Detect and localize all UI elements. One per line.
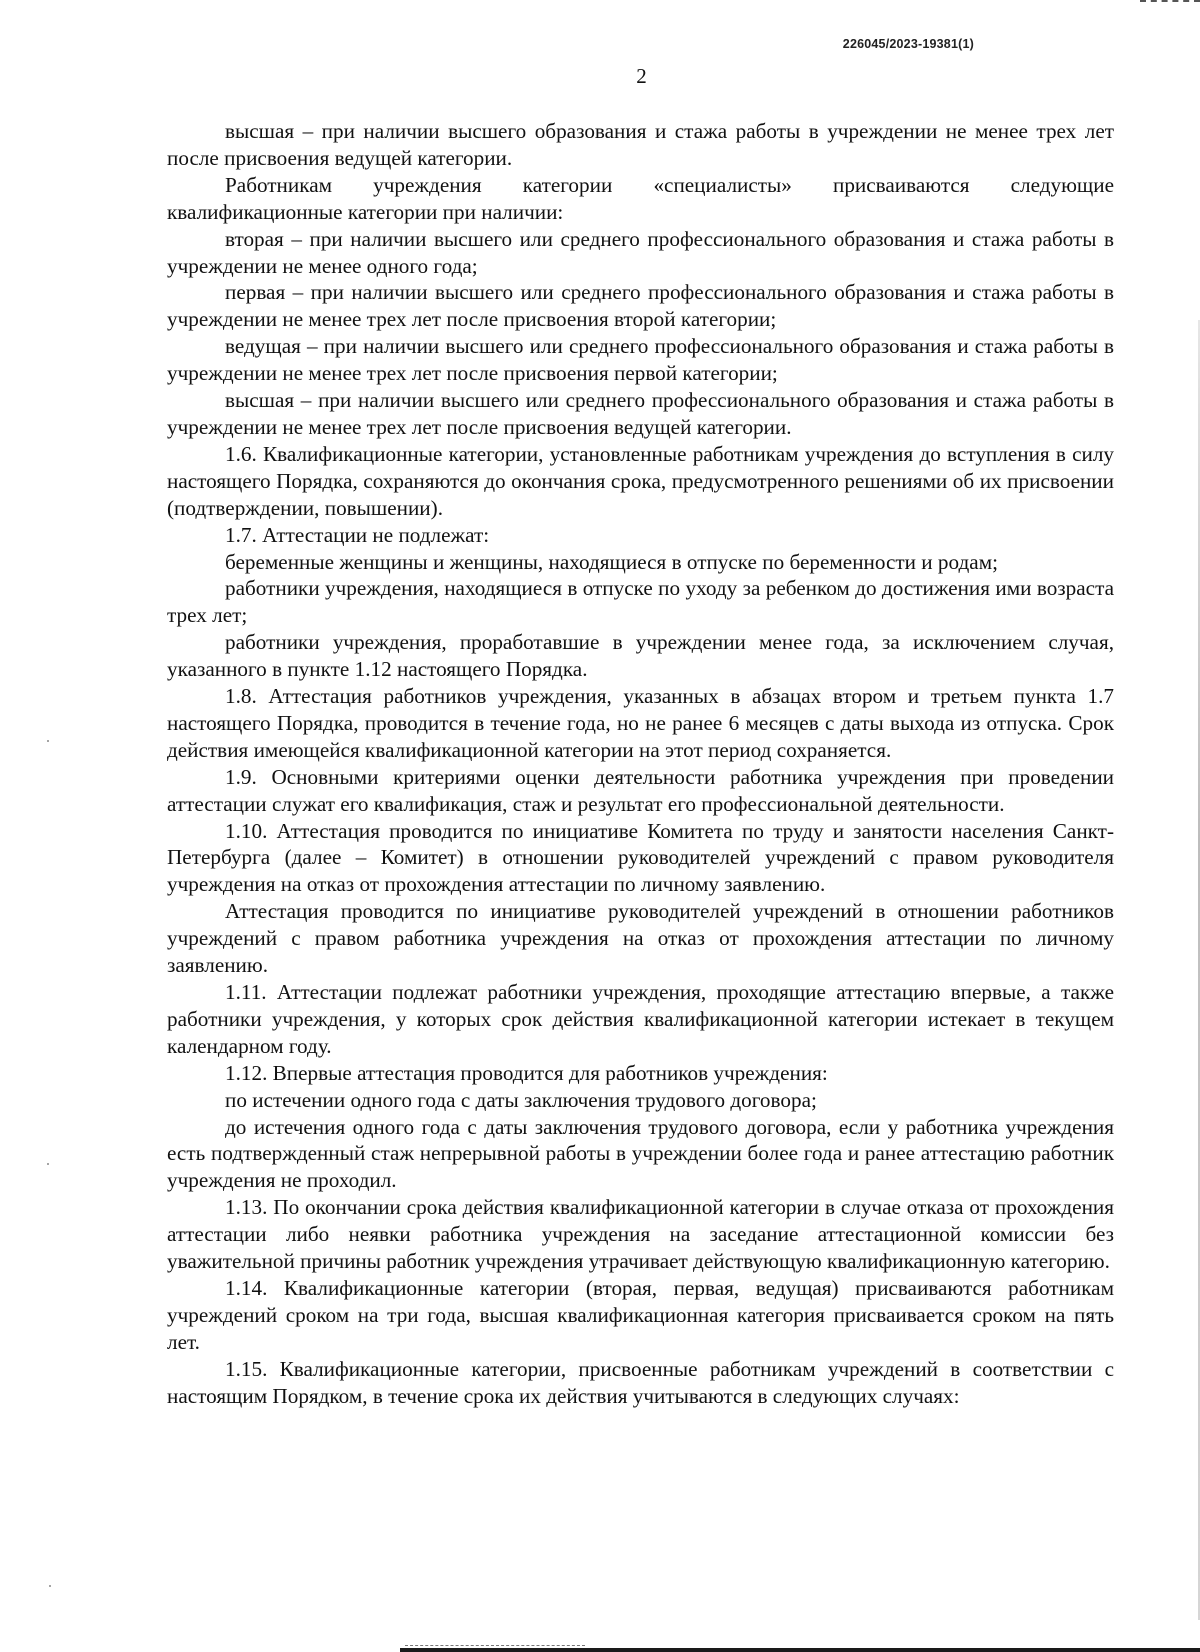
document-registration-number: 226045/2023-19381(1) (842, 37, 974, 51)
clause-1-12-item-before-year: до истечения одного года с даты заключения трудового договора, если у работника учреждения есть подтвержденный стаж непрерывной работы в учреждении более года и ранее аттестацию работник учреждения не проходил. (167, 1114, 1114, 1193)
paragraph-specialists-second: вторая – при наличии высшего или среднего профессионального образования и стажа работы в учреждении не менее одного года; (167, 226, 1114, 278)
paragraph-specialists-higher: высшая – при наличии высшего или среднего профессионального образования и стажа работы в учреждении не менее трех лет после присвоения ведущей категории. (167, 388, 1114, 439)
paragraph-higher-category-leading: высшая – при наличии высшего образования и стажа работы в учреждении не менее трех лет после присвоения ведущей категории. (167, 119, 1114, 170)
clause-1-6: 1.6. Квалификационные категории, установленные работникам учреждения до вступления в силу настоящего Порядка, сохраняются до окончания срока, предусмотренного решениями об их присвоении (подтверждении, повышении). (167, 441, 1114, 520)
scan-artifact-bottom-edge (400, 1648, 1200, 1652)
clause-1-10-continued: Аттестация проводится по инициативе руководителей учреждений в отношении работников учреждений с правом работника учреждения на отказ от прохождения аттестации по личному заявлению. (167, 899, 1114, 978)
scan-artifact-bottom-dash (405, 1645, 585, 1647)
scan-artifact-corner (1140, 0, 1200, 5)
clause-1-7-item-pregnant: беременные женщины и женщины, находящиеся в отпуске по беременности и родам; (225, 549, 998, 574)
clause-1-12: 1.12. Впервые аттестация проводится для работников учреждения: (225, 1060, 828, 1085)
document-body (167, 118, 1114, 1410)
clause-1-15: 1.15. Квалификационные категории, присвоенные работникам учреждений в соответствии с настоящим Порядком, в течение срока их действия учитываются в следующих случаях: (167, 1356, 1114, 1408)
clause-1-11: 1.11. Аттестации подлежат работники учреждения, проходящие аттестацию впервые, а также работники учреждения, у которых срок действия квалификационной категории истекает в текущем календарном году. (167, 980, 1114, 1058)
paragraph-specialists-first: первая – при наличии высшего или среднего профессионального образования и стажа работы в учреждении не менее трех лет после присвоения второй категории; (167, 280, 1114, 332)
clause-1-12-item-after-year: по истечении одного года с даты заключения трудового договора; (225, 1087, 817, 1112)
scan-artifact-speck (47, 1163, 49, 1165)
scan-artifact-speck (49, 1585, 51, 1587)
clause-1-10: 1.10. Аттестация проводится по инициативе Комитета по труду и занятости населения Санкт-Петербурга (далее – Комитет) в отношении руководителей учреждений с правом руководителя учреждения на отказ от прохождения аттестации по личному заявлению. (167, 818, 1114, 897)
page-number: 2 (636, 64, 647, 88)
scan-artifact-speck (47, 740, 49, 742)
clause-1-7-item-childcare: работники учреждения, находящиеся в отпуске по уходу за ребенком до достижения ими возраста трех лет; (167, 576, 1114, 628)
clause-1-7-item-less-than-year: работники учреждения, проработавшие в учреждении менее года, за исключением случая, указанного в пункте 1.12 настоящего Порядка. (167, 630, 1114, 682)
clause-1-14: 1.14. Квалификационные категории (вторая, первая, ведущая) присваиваются работникам учреждений сроком на три года, высшая квалификационная категория присваивается сроком на пять лет. (167, 1275, 1114, 1354)
paragraph-specialists-intro: Работникам учреждения категории «специалисты» присваиваются следующие квалификационные категории при наличии: (167, 172, 1114, 224)
paragraph-specialists-leading: ведущая – при наличии высшего или среднего профессионального образования и стажа работы в учреждении не менее трех лет после присвоения первой категории; (167, 334, 1114, 386)
clause-1-8: 1.8. Аттестация работников учреждения, указанных в абзацах втором и третьем пункта 1.7 настоящего Порядка, проводится в течение года, но не ранее 6 месяцев с даты выхода из отпуска. Срок действия имеющейся квалификационной категории на этот период сохраняется. (167, 684, 1114, 762)
clause-1-13: 1.13. По окончании срока действия квалификационной категории в случае отказа от прохождения аттестации либо неявки работника учреждения на заседание аттестационной комиссии без уважительной причины работник учреждения утрачивает действующую квалификационную категорию. (167, 1195, 1114, 1274)
clause-1-7: 1.7. Аттестации не подлежат: (225, 522, 490, 547)
clause-1-9: 1.9. Основными критериями оценки деятельности работника учреждения при проведении аттестации служат его квалификация, стаж и результат его профессиональной деятельности. (167, 764, 1114, 816)
